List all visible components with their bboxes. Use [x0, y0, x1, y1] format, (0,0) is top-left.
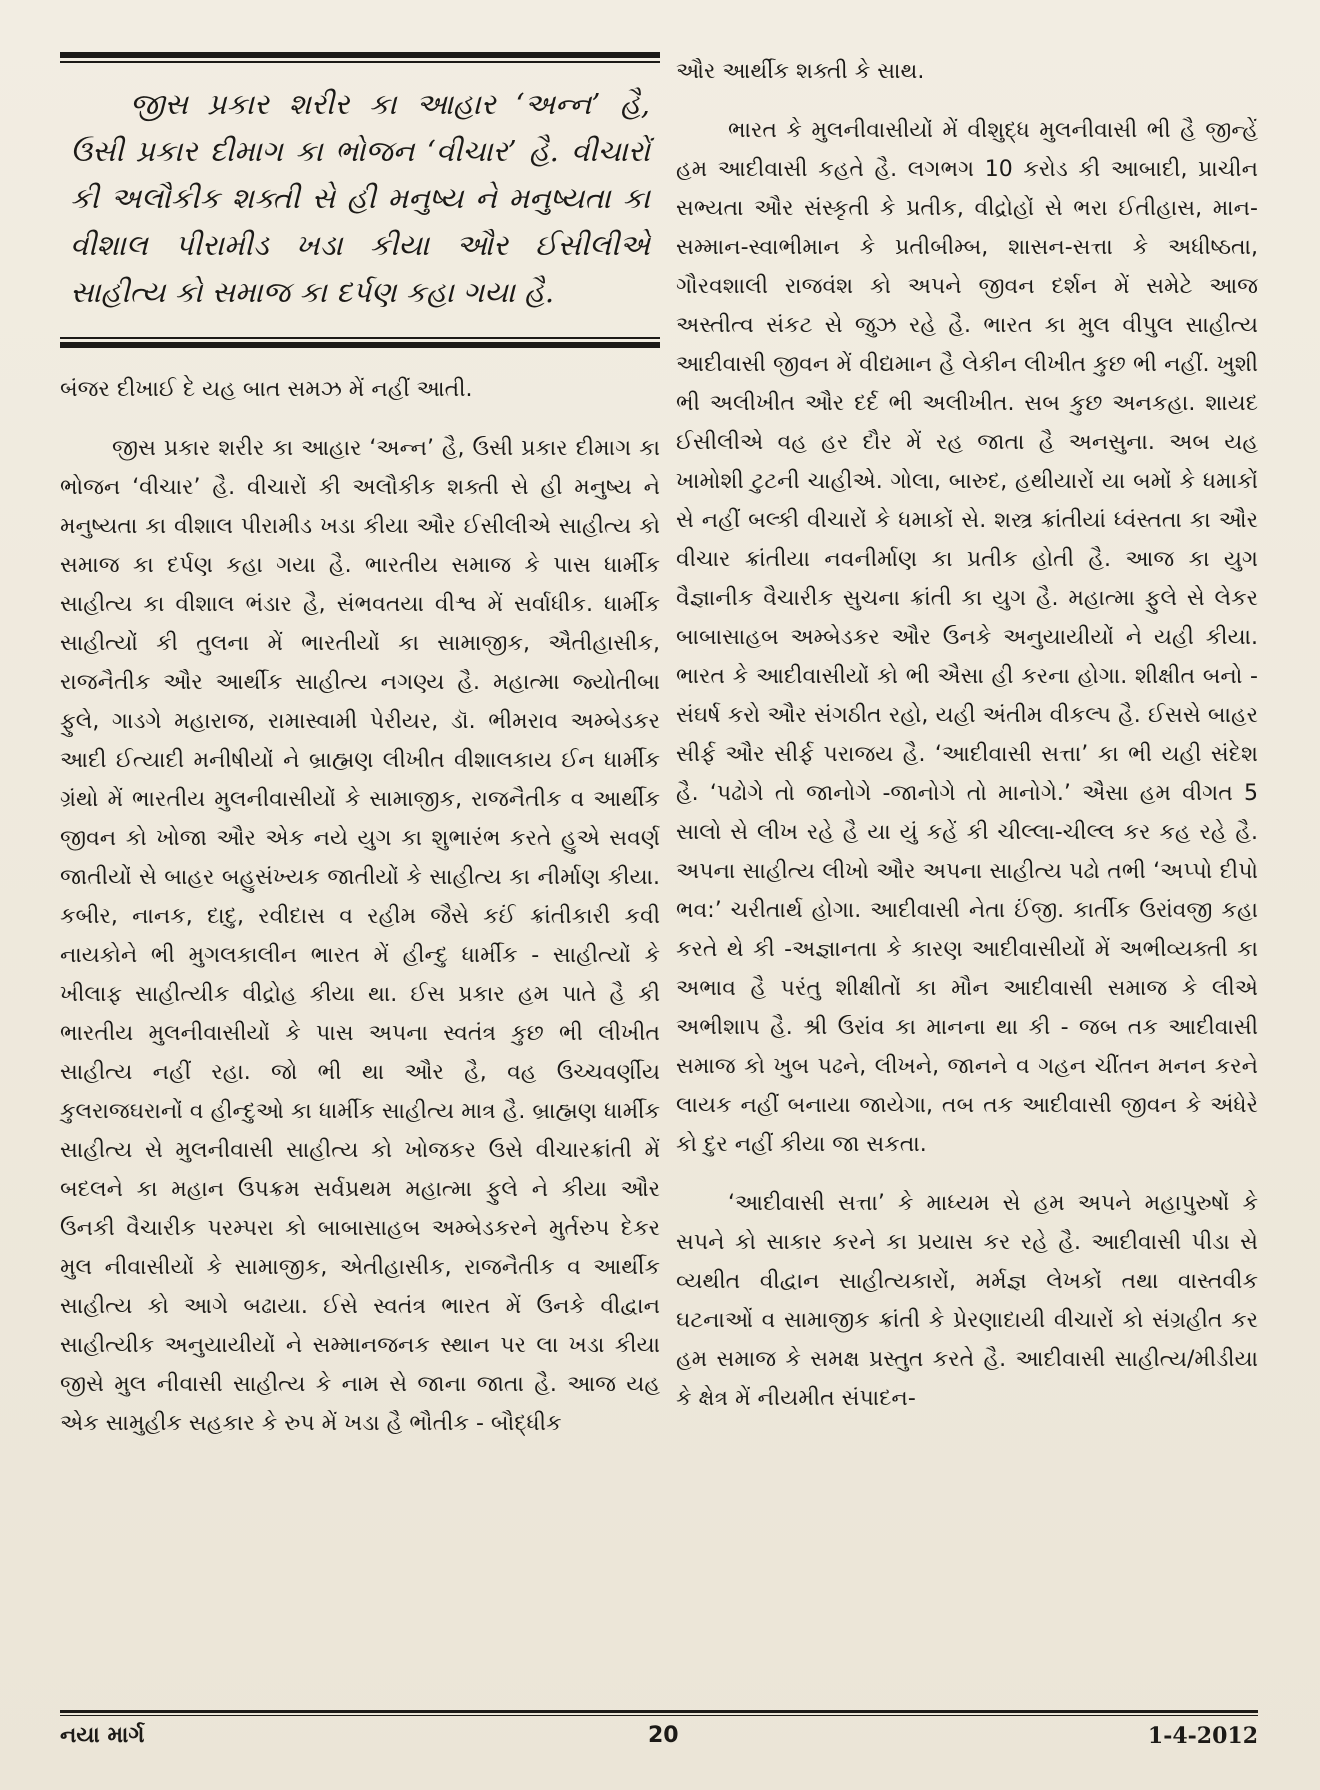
- right-paragraph-2: ભારત કે મુલનીવાસીયોં મેં વીશુદ્ધ મુલનીવાસી ભી હૈ જીન્હેં હમ આદીવાસી કહતે હૈ. લગભગ 10 કરોડ કી આબાદી, પ્રાચીન સભ્યતા ઔર સંસ્કૃતી કે પ્રતીક, વીદ્રોહોં સે ભરા ઈતીહાસ, માન-સમ્માન-સ્વાભીમાન કે પ્રતીબીમ્બ, શાસન-સત્તા કે અધીષ્ઠતા, ગૌરવશાલી રાજવંશ કો અપને જીવન દર્શન મેં સમેટે આજ અસ્તીત્વ સંકટ સે જુઝ રહે હૈ. ભારત કા મુલ વીપુલ સાહીત્ય આદીવાસી જીવન મેં વીદ્યમાન હૈ લેકીન લીખીત કુછ ભી નહીં. ખુશી ભી અલીખીત ઔર દર્દ ભી અલીખીત. સબ કુછ અનકહા. શાયદ ઈસીલીએ વહ હર દૌર મેં રહ જાતા હૈ અનસુના. અબ યહ ખામોશી ટુટની ચાહીએ. ગોલા, બારુદ, હથીયારોં યા બમોં કે ધમાકોં સે નહીં બલ્કી વીચારોં કે ધમાકોં સે. શસ્ત્ર ક્રાંતીયાં ધ્વંસ્તતા કા ઔર વીચાર ક્રાંતીયા નવનીર્માણ કા પ્રતીક હોતી હૈ. આજ કા યુગ વૈજ્ઞાનીક વૈચારીક સુચના ક્રાંતી કા યુગ હૈ. મહાત્મા ફુલે સે લેકર બાબાસાહબ અમ્બેડકર ઔર ઉનકે અનુયાયીયોં ને યહી કીયા. ભારત કે આદીવાસીયોં કો ભી ઐસા હી કરના હોગા. શીક્ષીત બનો - સંઘર્ષ કરો ઔર સંગઠીત રહો, યહી અંતીમ વીકલ્પ હૈ. ઈસસે બાહર સીર્ફ ઔર સીર્ફ પરાજય હૈ. ‘આદીવાસી સત્તા’ કા ભી યહી સંદેશ હૈ. ‘પઢોગે તો જાનોગે -જાનોગે તો માનોગે.’ ઐસા હમ વીગત 5 સાલો સે લીખ રહે હૈ યા યું કહેં કી ચીલ્લા-ચીલ્લ કર કહ રહે હૈ. અપના સાહીત્ય લીખો ઔર અપના સાહીત્ય પઢો તભી ‘અપ્પો દીપો ભવ:’ ચરીતાર્થ હોગા. આદીવાસી નેતા ઈંજી. કાર્તીક ઉરાંવજી કહા કરતે થે કી -અજ્ઞાનતા કે કારણ આદીવાસીયોં મેં અભીવ્યક્તી કા અભાવ હૈ પરંતુ શીક્ષીતોં કા મૌન આદીવાસી સમાજ કે લીએ અભીશાપ હૈ. શ્રી ઉરાંવ કા માનના થા કી - જબ તક આદીવાસી સમાજ કો ખુબ પઢને, લીખને, જાનને વ ગહન ચીંતન મનન કરને લાયક નહીં બનાયા જાયેગા, તબ તક આદીવાસી જીવન કે અંધેરે કો દુર નહીં કીયા જા સકતા.: [676, 118, 1258, 1157]
- callout-bottom-rule: [60, 342, 660, 348]
- footer-rule: [60, 1710, 1258, 1713]
- page-number: 20: [648, 1723, 679, 1748]
- left-paragraph-1: બંજર દીખાઈ દે યહ બાત સમઝ મેં નહીં આતી.: [60, 377, 473, 402]
- callout-top-rule: [60, 52, 660, 58]
- right-paragraph-1: ઔર આર્થીક શક્તી કે સાથ.: [676, 59, 925, 84]
- left-column: [60, 20, 660, 1443]
- footer-rule-thin: [60, 1715, 1258, 1716]
- callout-bottom-rule-thin: [60, 337, 660, 339]
- left-paragraph-2: જીસ પ્રકાર શરીર કા આહાર ‘અન્ન’ હૈ, ઉસી પ્રકાર દીમાગ કા ભોજન ‘વીચાર’ હૈ. વીચારોં કી અલૌકીક શક્તી સે હી મનુષ્ય ને મનુષ્યતા કા વીશાલ પીરામીડ ખડા કીયા ઔર ઈસીલીએ સાહીત્ય કો સમાજ કા દર્પણ કહા ગયા હૈ. ભારતીય સમાજ કે પાસ ધાર્મીક સાહીત્ય કા વીશાલ ભંડાર હૈ, સંભવતયા વીશ્વ મેં સર્વાધીક. ધાર્મીક સાહીત્યોં કી તુલના મેં ભારતીયોં કા સામાજીક, ઐતીહાસીક, રાજનૈતીક ઔર આર્થીક સાહીત્ય નગણ્ય હૈ. મહાત્મા જ્યોતીબા ફુલે, ગાડગે મહારાજ, રામાસ્વામી પેરીયર, ડૉ. ભીમરાવ અમ્બેડકર આદી ઈત્યાદી મનીષીયોં ને બ્રાહ્મણ લીખીત વીશાલકાય ઈન ધાર્મીક ગ્રંથો મેં ભારતીય મુલનીવાસીયોં કે સામાજીક, રાજનૈતીક વ આર્થીક જીવન કો ખોજા ઔર એક નયે યુગ કા શુભારંભ કરતે હુએ સવર્ણ જાતીયોં સે બાહર બહુસંખ્યક જાતીયોં કે સાહીત્ય કા નીર્માણ કીયા. કબીર, નાનક, દાદુ, રવીદાસ વ રહીમ જૈસે કઈં ક્રાંતીકારી કવી નાયકોને ભી મુગલકાલીન ભારત મેં હીન્દુ ધાર્મીક - સાહીત્યોં કે ખીલાફ સાહીત્યીક વીદ્રોહ કીયા થા. ઈસ પ્રકાર હમ પાતે હૈ કી ભારતીય મુલનીવાસીયોં કે પાસ અપના સ્વતંત્ર કુછ ભી લીખીત સાહીત્ય નહીં રહા. જો ભી થા ઔર હૈ, વહ ઉચ્ચવર્ણીય કુલરાજઘરાનોં વ હીન્દુઓ કા ધાર્મીક સાહીત્ય માત્ર હૈ. બ્રાહ્મણ ધાર્મીક સાહીત્ય સે મુલનીવાસી સાહીત્ય કો ખોજકર ઉસે વીચારક્રાંતી મેં બદલને કા મહાન ઉપક્રમ સર્વપ્રથમ મહાત્મા ફુલે ને કીયા ઔર ઉનકી વૈચારીક પરમ્પરા કો બાબાસાહબ અમ્બેડકરને મુર્તરુપ દેકર મુલ નીવાસીયોં કે સામાજીક, એતીહાસીક, રાજનૈતીક વ આર્થીક સાહીત્ય કો આગે બઢાયા. ઈસે સ્વતંત્ર ભારત મેં ઉનકે વીદ્વાન સાહીત્યીક અનુયાયીયોં ને સમ્માનજનક સ્થાન પર લા ખડા કીયા જીસે મુલ નીવાસી સાહીત્ય કે નામ સે જાના જાતા હૈ. આજ યહ એક સામુહીક સહકાર કે રુપ મેં ખડા હૈ ભૌતીક - બૌદ્ધીક: [60, 436, 660, 1436]
- right-paragraph-3: ‘આદીવાસી સત્તા’ કે માધ્યમ સે હમ અપને મહાપુરુષોં કે સપને કો સાકાર કરને કા પ્રયાસ કર રહે હૈ. આદીવાસી પીડા સે વ્યથીત વીદ્વાન સાહીત્યકારોં, મર્મજ્ઞ લેખકોં તથા વાસ્તવીક ઘટનાઓં વ સામાજીક ક્રાંતી કે પ્રેરણાદાયી વીચારોં કો સંગ્રહીત કર હમ સમાજ કે સમક્ષ પ્રસ્તુત કરતે હૈ. આદીવાસી સાહીત્ય/મીડીયા કે ક્ષેત્ર મેં નીયમીત સંપાદન-: [676, 1191, 1258, 1411]
- issue-date: 1-4-2012: [1147, 1723, 1258, 1749]
- right-column: [676, 52, 1258, 1418]
- publication-name: નયા માર્ગ: [60, 1723, 145, 1748]
- pull-quote-text: જીસ પ્રકાર શરીર કા આહાર ‘અન્ન’ હૈ, ઉસી પ્રકાર દીમાગ કા ભોજન ‘વીચાર’ હૈ. વીચારોં કી અલૌકીક શક્તી સે હી મનુષ્ય ને મનુષ્યતા કા વીશાલ પીરામીડ ખડા કીયા ઔર ઈસીલીએ સાહીત્ય કો સમાજ કા દર્પણ કહા ગયા હૈ.: [70, 87, 650, 309]
- pull-quote: [60, 63, 660, 334]
